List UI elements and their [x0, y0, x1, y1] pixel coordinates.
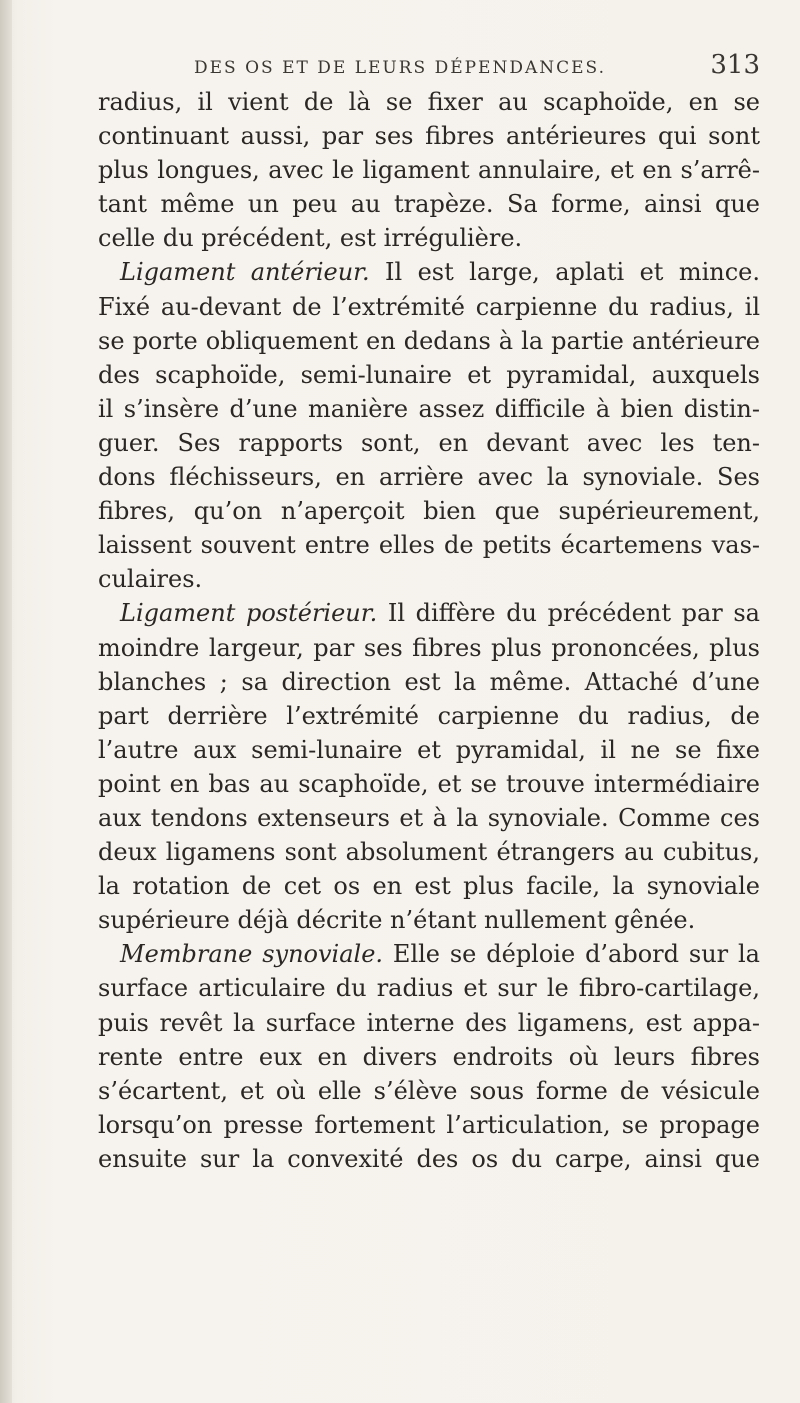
- text-line: fibres, qu’on n’aperçoit bien que supérieurement,: [98, 497, 760, 526]
- section-term-ligament-posterieur: Ligament postérieur.: [120, 599, 378, 628]
- paragraph-first-line: [98, 596, 760, 630]
- text-line: se porte obliquement en dedans à la partie antérieure: [98, 326, 760, 355]
- text-line: Fixé au-devant de l’extrémité carpienne du radius, il: [98, 292, 760, 321]
- page-number: 313: [710, 50, 760, 80]
- text-run: Il est large, aplati et mince.: [369, 258, 760, 287]
- text-line: aux tendons extenseurs et à la synoviale. Comme ces: [98, 803, 760, 832]
- text-line: culaires.: [98, 565, 203, 594]
- text-line: part derrière l’extrémité carpienne du radius, de: [98, 701, 760, 730]
- gutter-shadow: [0, 0, 12, 1403]
- text-line: supérieure déjà décrite n’étant nullement gênée.: [98, 906, 696, 935]
- text-line: puis revêt la surface interne des ligamens, est appa-: [98, 1008, 760, 1037]
- section-term-membrane-synoviale: Membrane synoviale.: [120, 940, 384, 969]
- text-line: surface articulaire du radius et sur le fibro-cartilage,: [98, 974, 760, 1003]
- paragraph-first-line: [98, 937, 760, 971]
- text-line: point en bas au scaphoïde, et se trouve intermédiaire: [98, 769, 760, 798]
- text-line: la rotation de cet os en est plus facile, la synoviale: [98, 872, 760, 901]
- text-line: laissent souvent entre elles de petits écartemens vas-: [98, 531, 760, 560]
- body-text: [98, 85, 760, 1176]
- section-term-ligament-anterieur: Ligament antérieur.: [120, 258, 370, 287]
- text-line: deux ligamens sont absolument étrangers au cubitus,: [98, 838, 760, 867]
- text-line: moindre largeur, par ses fibres plus prononcées, plus: [98, 633, 760, 662]
- text-line: lorsqu’on presse fortement l’articulation, se propage: [98, 1110, 760, 1139]
- text-line: ensuite sur la convexité des os du carpe, ainsi que: [98, 1144, 760, 1173]
- text-line: il s’insère d’une manière assez difficile à bien distin-: [98, 394, 760, 423]
- text-line: des scaphoïde, semi-lunaire et pyramidal, auxquels: [98, 360, 760, 389]
- text-line: s’écartent, et où elle s’élève sous forme de vésicule: [98, 1076, 760, 1105]
- text-line: blanches ; sa direction est la même. Attaché d’une: [98, 667, 760, 696]
- text-line: celle du précédent, est irrégulière.: [98, 224, 523, 253]
- text-line: l’autre aux semi-lunaire et pyramidal, il ne se fixe: [98, 735, 760, 764]
- paragraph-first-line: [98, 255, 760, 289]
- text-line: tant même un peu au trapèze. Sa forme, ainsi que: [98, 190, 760, 219]
- text-line: dons fléchisseurs, en arrière avec la synoviale. Ses: [98, 463, 760, 492]
- text-line: plus longues, avec le ligament annulaire, et en s’arrê-: [98, 156, 760, 185]
- text-run: Elle se déploie d’abord sur la: [383, 940, 760, 969]
- text-line: guer. Ses rapports sont, en devant avec les ten-: [98, 428, 760, 457]
- text-run: Il diffère du précédent par sa: [377, 599, 760, 628]
- text-line: radius, il vient de là se fixer au scaphoïde, en se: [98, 88, 760, 116]
- text-line: continuant aussi, par ses fibres antérieures qui sont: [98, 122, 760, 151]
- running-head: DES OS ET DE LEURS DÉPENDANCES.: [194, 58, 606, 78]
- text-line: rente entre eux en divers endroits où leurs fibres: [98, 1042, 760, 1071]
